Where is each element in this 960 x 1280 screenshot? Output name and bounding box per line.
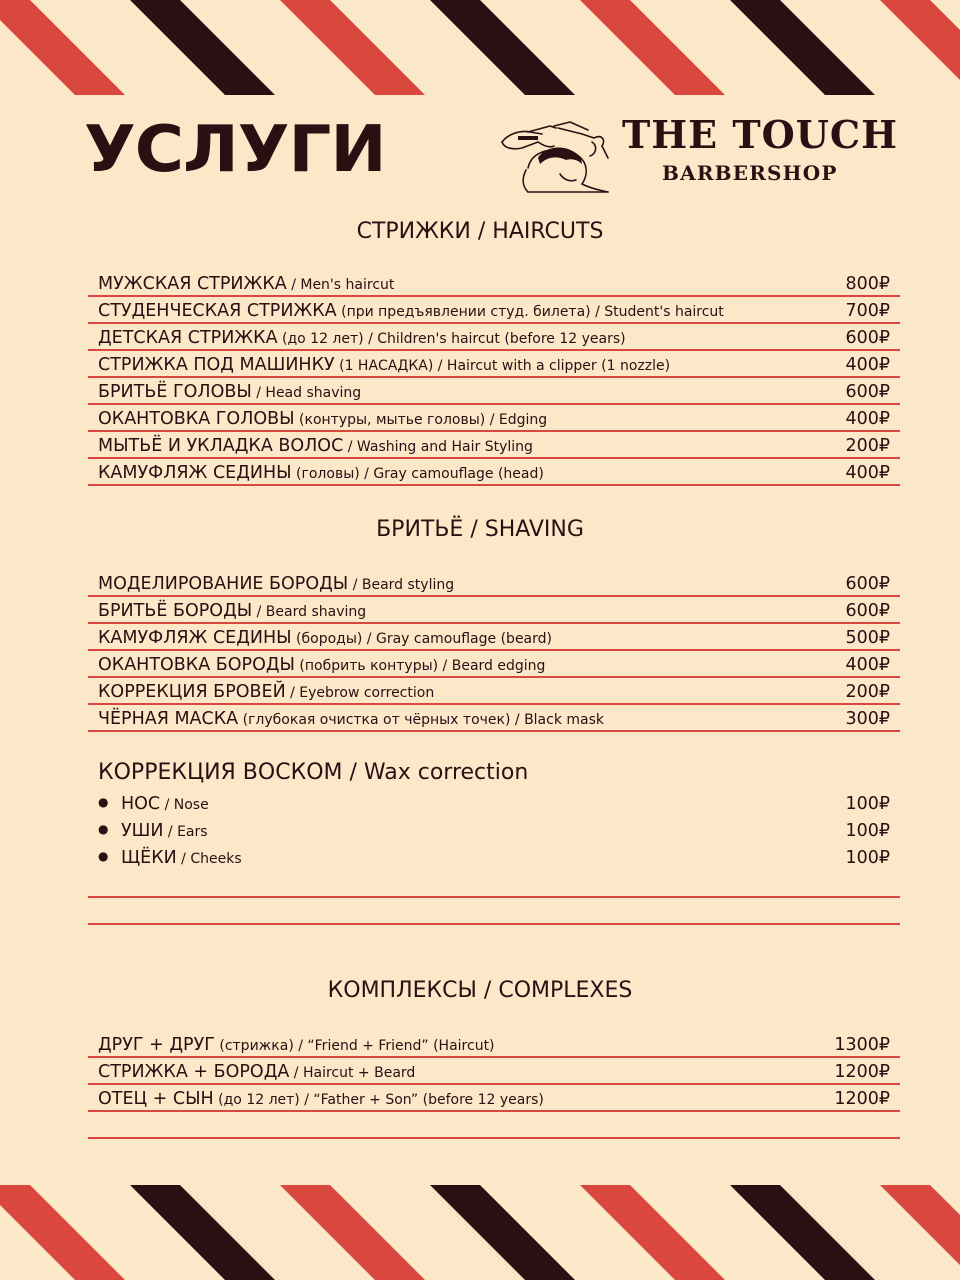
list-item xyxy=(88,1085,900,1112)
brand-logo xyxy=(498,112,898,197)
brand-name: THE TOUCH xyxy=(622,112,899,157)
service-name: СТУДЕНЧЕСКАЯ СТРИЖКА xyxy=(98,300,337,321)
service-name: КОРРЕКЦИЯ БРОВЕЙ xyxy=(98,681,286,702)
brand-subtitle: BARBERSHOP xyxy=(662,161,838,185)
service-name: БРИТЬЁ БОРОДЫ xyxy=(98,600,253,621)
complexes-section-title: КОМПЛЕКСЫ / COMPLEXES xyxy=(327,978,633,1003)
top-stripe-border xyxy=(0,0,960,95)
service-name: ОКАНТОВКА БОРОДЫ xyxy=(98,654,295,675)
service-note: / Nose xyxy=(160,796,209,813)
service-price: 400₽ xyxy=(845,462,890,483)
list-item xyxy=(88,705,900,732)
service-price: 100₽ xyxy=(845,820,890,841)
service-note: / Cheeks xyxy=(176,850,242,867)
service-price: 100₽ xyxy=(845,847,890,868)
barber-cutting-hair-illustration xyxy=(498,112,616,194)
service-price: 600₽ xyxy=(845,381,890,402)
wax-section-title: КОРРЕКЦИЯ ВОСКОМ / Wax correction xyxy=(98,760,529,785)
service-name: КАМУФЛЯЖ СЕДИНЫ xyxy=(98,627,292,648)
service-note: (до 12 лет) / “Father + Son” (before 12 years) xyxy=(213,1091,544,1108)
service-name: МОДЕЛИРОВАНИЕ БОРОДЫ xyxy=(98,573,349,594)
service-note: / Men's haircut xyxy=(286,276,395,293)
service-name: КАМУФЛЯЖ СЕДИНЫ xyxy=(98,462,292,483)
wax-list xyxy=(88,788,900,869)
service-note: (контуры, мытье головы) / Edging xyxy=(294,411,548,428)
list-item xyxy=(88,405,900,432)
service-price: 400₽ xyxy=(845,408,890,429)
service-name: ЧЁРНАЯ МАСКА xyxy=(98,708,239,729)
divider xyxy=(88,923,900,925)
page-title: УСЛУГИ xyxy=(84,113,386,187)
service-note: (до 12 лет) / Children's haircut (before 12 years) xyxy=(277,330,626,347)
list-item xyxy=(88,624,900,651)
list-item xyxy=(88,570,900,597)
list-item xyxy=(88,1031,900,1058)
service-price: 700₽ xyxy=(845,300,890,321)
empty-rule-lines xyxy=(88,896,900,950)
shaving-list xyxy=(88,570,900,732)
complexes-list xyxy=(88,1031,900,1139)
service-price: 400₽ xyxy=(845,354,890,375)
service-name: НОС xyxy=(121,793,161,814)
service-note: (головы) / Gray camouflage (head) xyxy=(291,465,544,482)
service-price: 200₽ xyxy=(845,681,890,702)
service-price: 1200₽ xyxy=(834,1061,890,1082)
list-item xyxy=(88,651,900,678)
service-note: / Haircut + Beard xyxy=(289,1064,416,1081)
list-item xyxy=(88,378,900,405)
service-note: (стрижка) / “Friend + Friend” (Haircut) xyxy=(214,1037,495,1054)
list-item xyxy=(88,842,900,869)
service-note: / Head shaving xyxy=(251,384,362,401)
service-note: (1 НАСАДКА) / Haircut with a clipper (1 nozzle) xyxy=(334,357,671,374)
service-note: (при предъявлении студ. билета) / Student's haircut xyxy=(336,303,724,320)
service-note: / Eyebrow correction xyxy=(285,684,435,701)
list-item xyxy=(88,1112,900,1139)
service-note: (бороды) / Gray camouflage (beard) xyxy=(291,630,552,647)
list-item xyxy=(88,788,900,815)
list-item xyxy=(88,597,900,624)
service-price: 600₽ xyxy=(845,327,890,348)
service-price: 800₽ xyxy=(845,273,890,294)
service-note: (побрить контуры) / Beard edging xyxy=(294,657,546,674)
service-note: / Beard shaving xyxy=(252,603,367,620)
shaving-section-title: БРИТЬЁ / SHAVING xyxy=(376,517,584,542)
service-price: 400₽ xyxy=(845,654,890,675)
list-item xyxy=(88,1058,900,1085)
service-price: 1300₽ xyxy=(834,1034,890,1055)
service-name: ДЕТСКАЯ СТРИЖКА xyxy=(98,327,278,348)
service-note: / Washing and Hair Styling xyxy=(343,438,533,455)
bullet-icon: ● xyxy=(98,795,109,809)
list-item xyxy=(88,459,900,486)
list-item xyxy=(88,432,900,459)
haircuts-section-title: СТРИЖКИ / HAIRCUTS xyxy=(356,219,604,244)
service-note: / Ears xyxy=(163,823,208,840)
service-price: 100₽ xyxy=(845,793,890,814)
service-name: ОТЕЦ + СЫН xyxy=(98,1088,214,1109)
haircuts-list xyxy=(88,270,900,486)
bottom-stripe-border xyxy=(0,1185,960,1280)
list-item xyxy=(88,270,900,297)
service-name: ОКАНТОВКА ГОЛОВЫ xyxy=(98,408,295,429)
service-price: 600₽ xyxy=(845,573,890,594)
service-price: 300₽ xyxy=(845,708,890,729)
service-name: МУЖСКАЯ СТРИЖКА xyxy=(98,273,287,294)
divider xyxy=(88,896,900,898)
bullet-icon: ● xyxy=(98,849,109,863)
list-item xyxy=(88,678,900,705)
list-item xyxy=(88,351,900,378)
service-price: 1200₽ xyxy=(834,1088,890,1109)
service-price: 600₽ xyxy=(845,600,890,621)
list-item xyxy=(88,815,900,842)
service-name: ДРУГ + ДРУГ xyxy=(98,1034,215,1055)
service-note: / Beard styling xyxy=(348,576,455,593)
service-note: (глубокая очистка от чёрных точек) / Black mask xyxy=(238,711,605,728)
service-name: МЫТЬЁ И УКЛАДКА ВОЛОС xyxy=(98,435,344,456)
service-price: 200₽ xyxy=(845,435,890,456)
list-item xyxy=(88,297,900,324)
service-name: БРИТЬЁ ГОЛОВЫ xyxy=(98,381,252,402)
service-name: УШИ xyxy=(121,820,164,841)
service-name: СТРИЖКА + БОРОДА xyxy=(98,1061,290,1082)
service-price: 500₽ xyxy=(845,627,890,648)
list-item xyxy=(88,324,900,351)
service-name: СТРИЖКА ПОД МАШИНКУ xyxy=(98,354,335,375)
service-name: ЩЁКИ xyxy=(121,847,177,868)
bullet-icon: ● xyxy=(98,822,109,836)
